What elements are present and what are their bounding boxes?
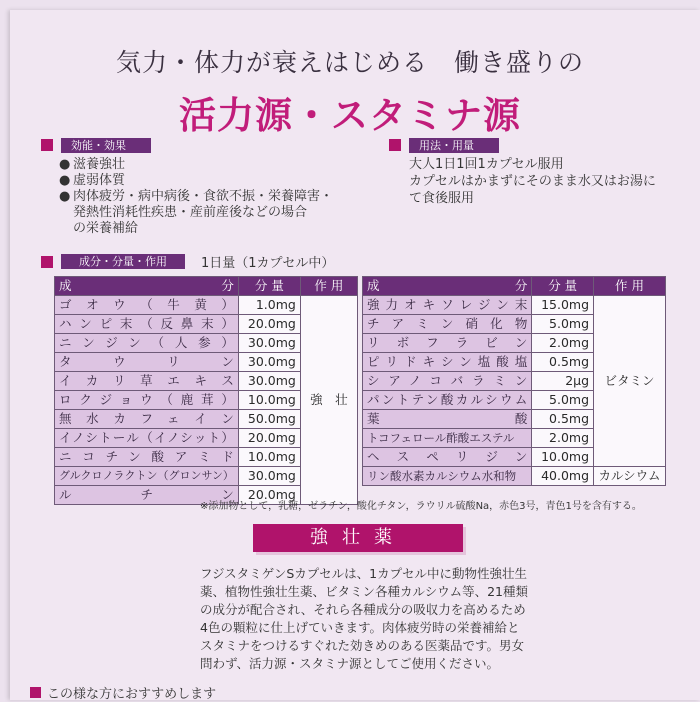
table-row: リン酸水素カルシウム水和物 40.0mg カルシウム: [363, 467, 666, 486]
ingredients-heading: [41, 252, 334, 271]
table-row: タウリン 30.0mg: [55, 353, 358, 372]
table-row: リボフラビン 2.0mg: [363, 334, 666, 353]
col-header-amount: 分 量: [532, 277, 594, 296]
list-item: の栄養補給: [73, 221, 139, 236]
table-row: ルチン 20.0mg: [55, 486, 358, 505]
efficacy-heading: [41, 137, 333, 153]
table-row: グルクロノラクトン（グロンサン） 30.0mg: [55, 467, 358, 486]
table-row: イノシトール（イノシット） 20.0mg: [55, 429, 358, 448]
table-row: ハンピ末（反鼻末） 20.0mg: [55, 315, 358, 334]
table-row: 葉 酸 0.5mg: [363, 410, 666, 429]
section-marker-icon: [389, 139, 401, 151]
table-row: ピリドキシン塩酸塩 0.5mg: [363, 353, 666, 372]
usage-section: [389, 137, 656, 207]
section-marker-icon: [41, 256, 53, 268]
table-row: ゴオウ（牛黄） 1.0mg 強 壮: [55, 296, 358, 315]
additives-footnote: ※添加物として，乳糖，ゼラチン，酸化チタン，ラウリル硫酸Na，赤色3号，青色1号を含有する。: [200, 501, 642, 512]
table-row: ヘスペリジン 10.0mg: [363, 448, 666, 467]
section-marker-icon: [41, 139, 53, 151]
col-header-action: 作 用: [300, 277, 357, 296]
tonic-banner: 強壮薬: [253, 524, 463, 552]
list-item: 発熱性消耗性疾患・産前産後などの場合: [73, 205, 308, 220]
bullet-icon: ●: [59, 189, 71, 204]
headline-line1: 気力・体力が衰えはじめる 働き盛りの: [115, 48, 584, 77]
table-row: トコフェロール酢酸エステル 2.0mg: [363, 429, 666, 448]
ingredients-table-left: [54, 276, 358, 505]
table-row: 強力オキソレジン末 15.0mg ビタミン: [363, 296, 666, 315]
recommendation-heading: この様な方におすすめします: [30, 683, 216, 702]
efficacy-section: [41, 137, 333, 237]
list-item: ● 滋養強壮: [59, 157, 126, 172]
table-row: ニンジン（人参） 30.0mg: [55, 334, 358, 353]
table-row: ニコチン酸アミド 10.0mg: [55, 448, 358, 467]
table-row: パントテン酸カルシウム 5.0mg: [363, 391, 666, 410]
table-row: イカリ草エキス 30.0mg: [55, 372, 358, 391]
daily-amount-label: 1日量（1カプセル中）: [201, 256, 335, 271]
table-row: チアミン硝化物 5.0mg: [363, 315, 666, 334]
product-description: フジスタミゲンSカプセルは、1カプセル中に動物性強壮生薬、植物性強壮生薬、ビタミン各種カルシウム等、21種類の成分が配合され、それら各種成分の吸収力を高めるため4色の顆粒に仕上げていきます。肉体疲労時の栄養補給とスタミナをつけるすぐれた効きめのある医薬品です。男女問わず、活力源・スタミナ源としてご使用ください。: [200, 566, 528, 671]
list-item: ● 虚弱体質: [59, 173, 126, 188]
usage-label: 用法・用量: [409, 138, 499, 153]
table-row: ロクジョウ（鹿茸） 10.0mg: [55, 391, 358, 410]
usage-heading: [389, 137, 656, 153]
bullet-icon: ●: [59, 157, 71, 172]
bullet-icon: ●: [59, 173, 71, 188]
ingredients-table-right: [362, 276, 666, 486]
action-cell-tonic: 強 壮: [300, 296, 357, 505]
col-header-action: 作 用: [594, 277, 666, 296]
ingredients-label: 成分・分量・作用: [61, 254, 185, 269]
col-header-component: 成 分: [55, 277, 239, 296]
col-header-amount: 分 量: [238, 277, 300, 296]
usage-text: 大人1日1回1カプセル服用 カプセルはかまずにそのまま水又はお湯に て食後服用: [409, 157, 656, 206]
col-header-component: 成 分: [363, 277, 532, 296]
list-item: ● 肉体疲労・病中病後・食欲不振・栄養障害・: [59, 189, 334, 204]
headline-line2: 活力源・スタミナ源: [179, 94, 521, 137]
action-cell-vitamin: ビタミン: [594, 296, 666, 467]
efficacy-label: 効能・効果: [61, 138, 151, 153]
efficacy-list: [59, 157, 333, 237]
table-row: 無水カフェイン 50.0mg: [55, 410, 358, 429]
table-row: シアノコバラミン 2μg: [363, 372, 666, 391]
section-marker-icon: [30, 687, 41, 698]
action-cell-calcium: カルシウム: [594, 467, 666, 486]
